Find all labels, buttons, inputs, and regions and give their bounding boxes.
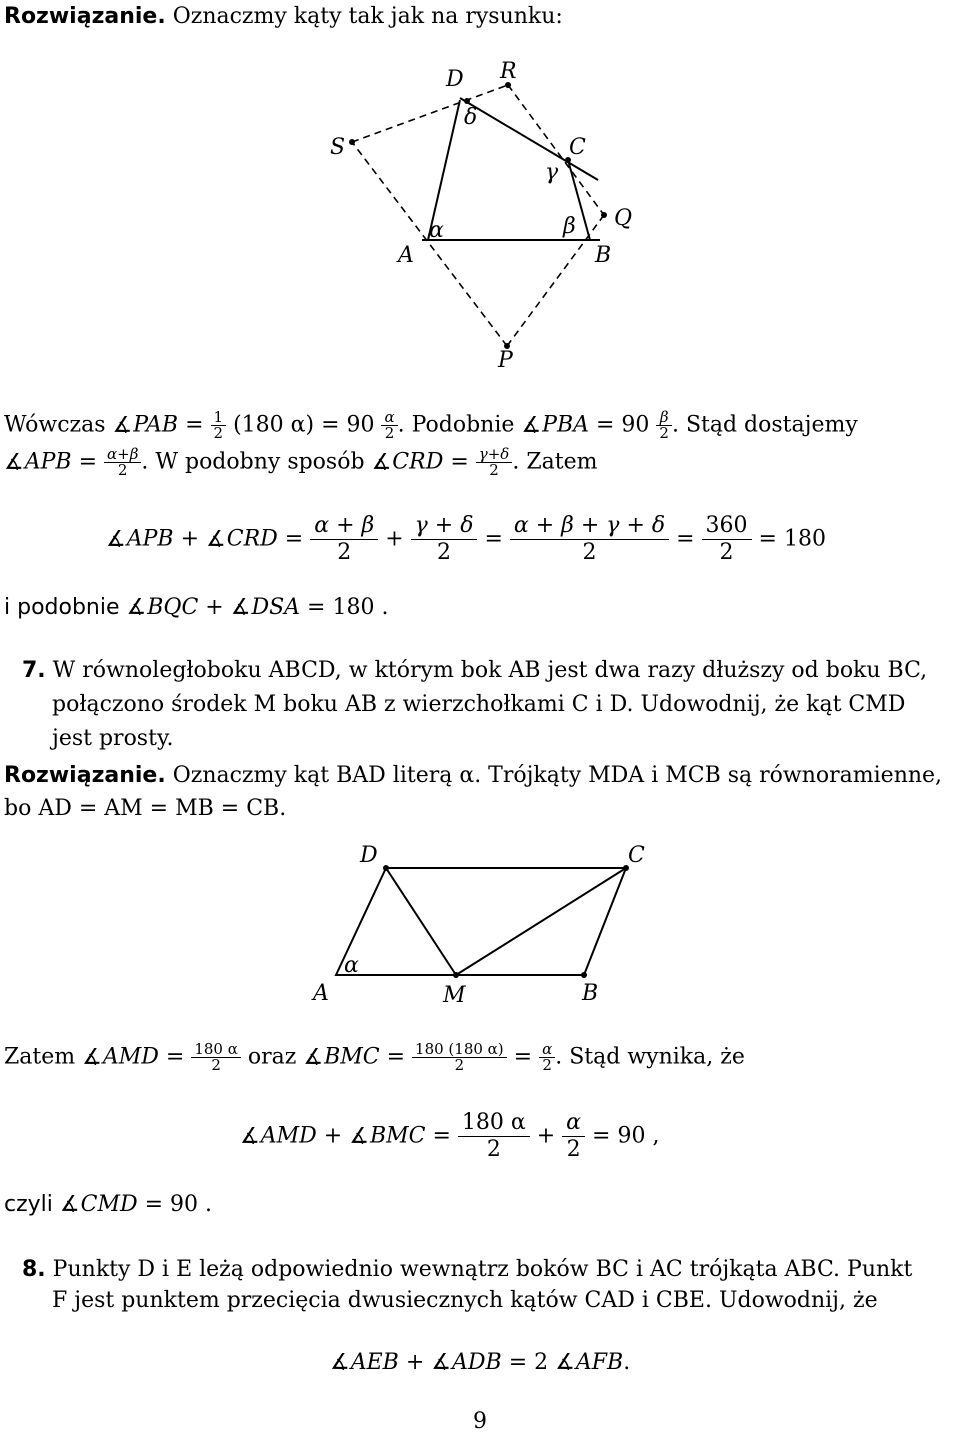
problem-number: 7. [22,658,46,683]
numerator: α + β + γ + δ [510,513,669,540]
text-stad: . Stąd dostajemy [671,412,858,438]
expr-aeb: AEB [350,1350,399,1375]
text-stad: . Stąd wynika, że [555,1044,745,1070]
expr-pba: PBA [542,412,589,438]
angle-symbol: ∡ [126,595,147,620]
label-A: A [398,243,414,268]
fraction-4 [702,513,752,566]
expr-crd: CRD [226,526,278,552]
line-podobnie [4,597,388,619]
angle-symbol: ∡ [555,1350,575,1375]
denominator: 2 [542,1056,552,1074]
line-apb [4,447,597,478]
result: = 180 [751,526,826,552]
text-zatem: . Zatem [512,449,598,475]
angle-symbol: ∡ [82,1044,102,1070]
numerator: β [656,410,672,426]
fraction-gamma-delta [476,447,513,478]
numerator: 180 (180 α) [412,1042,507,1058]
denominator: 2 [384,424,395,442]
expr-bmc: BMC [369,1123,426,1149]
numerator: α [381,410,397,426]
plus: + [378,526,411,552]
expr-amd: AMD [260,1123,317,1149]
angle-symbol: ∡ [349,1123,369,1149]
display-equation-2 [240,1110,659,1163]
parallelogram-lines [336,868,626,975]
quadrilateral-figure [300,55,660,385]
expr-apb: APB [126,526,174,552]
angle-symbol: ∡ [4,449,24,475]
fraction-2 [411,513,478,566]
fraction-alpha-half [381,410,397,441]
parallelogram-figure [300,835,660,1015]
denominator: 2 [659,424,669,442]
problem-7-line-3: jest prosty. [52,726,174,751]
plus: + [529,1123,563,1149]
expr-apb: APB [24,449,72,475]
angle-symbol: ∡ [112,412,133,438]
problem-text: Punkty D i E leżą odpowiednio wewnątrz boków BC i AC trójkąta ABC. Punkt [52,1257,913,1282]
denominator: 2 [454,1056,465,1074]
angle-delta: δ [464,105,478,130]
solution-7-line-2: bo AD = AM = MB = CB. [4,796,287,821]
result: = 90 , [585,1123,660,1149]
numerator: α+β [104,447,141,463]
label-Q: Q [614,206,633,231]
fraction-alpha-beta [104,447,141,478]
problem-8-line-1 [22,1259,912,1281]
angle-symbol: ∡ [521,412,542,438]
equals: = [71,449,105,475]
expr-adb: ADB [452,1350,502,1375]
equals: = [477,526,510,552]
denominator: 2 [437,540,452,565]
fraction-2 [562,1110,585,1163]
equals: = [506,1044,540,1070]
text-czyli: czyli [4,1192,53,1217]
label-B: B [595,243,612,268]
fraction-3 [539,1042,555,1073]
denominator: 2 [719,540,734,565]
denominator: 2 [211,1056,221,1074]
problem-number: 8. [22,1257,46,1282]
text-podobnie: . Podobnie [397,412,515,438]
numerator: α [539,1042,555,1058]
problem-8-line-2: F jest punktem przecięcia dwusiecznych kątów CAD i CBE. Udowodnij, że [52,1288,878,1313]
page-number: 9 [473,1409,487,1434]
fraction-1 [191,1042,241,1073]
fraction-1 [310,513,378,566]
expr-crd: CRD [392,449,444,475]
expr-dsa: DSA [251,595,301,620]
label-B: B [582,981,599,1006]
angle-symbol: ∡ [431,1350,452,1375]
numerator: γ+δ [476,447,513,463]
angle-alpha: α [429,218,444,243]
result: = 180 . [300,595,389,620]
result: = 90 . [137,1192,213,1217]
expr-bqc: BQC [147,595,199,620]
numerator: α [562,1110,585,1137]
label-A: A [313,981,329,1006]
intro-text: Oznaczmy kąty tak jak na rysunku: [172,4,563,29]
expr-paren: (180 α) = 90 [233,412,375,438]
label-M: M [443,983,466,1008]
expr-pab: PAB [133,412,179,438]
denominator: 2 [337,540,352,565]
expr-bmc: BMC [324,1044,380,1070]
angle-symbol: ∡ [206,526,226,552]
label-D: D [360,843,378,868]
denominator: 2 [566,1137,581,1162]
expr-cmd: CMD [80,1192,138,1217]
denominator: 2 [117,461,128,479]
angle-symbol: ∡ [106,526,126,552]
fraction-3 [510,513,669,566]
angle-symbol: ∡ [303,1044,324,1070]
equals: = [425,1123,458,1149]
denominator: 2 [582,540,597,565]
numerator: 180 α [458,1110,530,1137]
equals: = [178,412,211,438]
display-equation-3 [330,1352,630,1374]
figure1-labels [330,59,632,373]
denominator: 2 [213,424,224,442]
solution-heading: Rozwiązanie. [4,763,166,788]
text-podobny: . W podobny sposób [141,449,365,475]
plus: + [198,595,231,620]
line-czyli [4,1194,212,1216]
expr-amd: AMD [102,1044,159,1070]
solution-heading: Rozwiązanie. [4,4,166,29]
fraction-1 [458,1110,530,1163]
equals: = [277,526,311,552]
problem-7-line-2: połączono środek M boku AB z wierzchołkami C i D. Udowodnij, że kąt CMD [52,692,906,717]
numerator: α + β [310,513,378,540]
fraction-beta-half [656,410,672,441]
plus: + [316,1123,350,1149]
denominator: 2 [489,461,499,479]
label-S: S [330,135,346,160]
fraction-2 [412,1042,507,1073]
angle-symbol: ∡ [371,449,392,475]
angle-symbol: ∡ [240,1123,260,1149]
problem-7-line-1 [22,660,927,682]
equals-2: = 2 [501,1350,549,1375]
text-oraz: oraz [247,1044,297,1070]
solution-text: Oznaczmy kąt BAD literą α. Trójkąty MDA i MCB są równoramienne, [172,763,943,788]
label-D: D [446,67,464,92]
label-C: C [628,843,645,868]
denominator: 2 [486,1137,501,1162]
numerator: 1 [211,410,227,426]
equals: = [158,1044,192,1070]
expr-afb: AFB [575,1350,624,1375]
angle-symbol: ∡ [230,595,251,620]
numerator: γ + δ [411,513,478,540]
text-wowczas: Wówczas [4,412,106,438]
line-wowczas [4,410,858,441]
plus: + [173,526,207,552]
label-P: P [498,348,513,373]
label-R: R [500,59,517,84]
angle-alpha: α [344,953,359,978]
numerator: 360 [702,513,752,540]
equals-90: = 90 [589,412,650,438]
angle-symbol: ∡ [330,1350,350,1375]
equals: = [379,1044,413,1070]
intro-line [4,6,563,28]
problem-text: W równoległoboku ABCD, w którym bok AB jest dwa razy dłuższy od boku BC, [52,658,928,683]
label-C: C [569,135,586,160]
plus: + [398,1350,432,1375]
period: . [623,1350,631,1375]
angle-beta: β [563,214,576,239]
equals: = [443,449,476,475]
numerator: 180 α [191,1042,241,1058]
line-zatem [4,1042,745,1073]
equals: = [669,526,702,552]
solution-7-line-1 [4,765,942,787]
text-podobnie: i podobnie [4,595,120,620]
text-zatem: Zatem [4,1044,76,1070]
fraction-half [211,410,227,441]
angle-symbol: ∡ [59,1192,80,1217]
angle-gamma: γ [545,160,559,185]
display-equation-1 [106,513,826,566]
